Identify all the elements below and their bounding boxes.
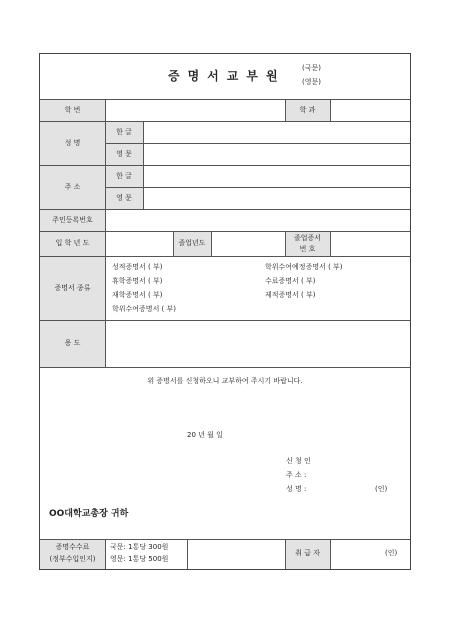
form-title: 증명서교부원 bbox=[168, 69, 286, 83]
label-department: 학 과 bbox=[299, 106, 316, 114]
lang-option-korean: (국문) bbox=[302, 64, 321, 72]
label-address-english: 영 문 bbox=[116, 194, 132, 202]
label-student-id: 학 번 bbox=[64, 106, 81, 114]
cert-option: 학위수여증명서 ( 부) bbox=[112, 305, 177, 313]
address-english-field[interactable] bbox=[144, 188, 410, 209]
cert-option: 제적증명서 ( 부) bbox=[265, 291, 316, 299]
handler-label: 취 급 자 bbox=[295, 549, 320, 557]
cert-option: 학위수여예정증명서 ( 부) bbox=[265, 263, 343, 271]
handler-seal: (인) bbox=[385, 549, 398, 557]
label-name-korean: 한 글 bbox=[116, 128, 132, 136]
grid-line bbox=[105, 539, 106, 569]
cert-option: 휴학증명서 ( 부) bbox=[112, 277, 163, 285]
graduation-year-field[interactable] bbox=[212, 232, 285, 256]
label-cert-no-line1: 졸업증서 bbox=[293, 234, 322, 242]
resident-no-field[interactable] bbox=[106, 210, 410, 231]
label-entry-year: 입 학 년 도 bbox=[55, 239, 90, 247]
label-name-english: 영 문 bbox=[116, 150, 132, 158]
applicant-label: 신 청 인 bbox=[286, 457, 311, 465]
purpose-field[interactable] bbox=[106, 321, 410, 367]
applicant-name: 성 명 : bbox=[286, 485, 307, 493]
grid-line bbox=[40, 256, 410, 257]
handler-field[interactable] bbox=[331, 540, 410, 569]
fee-label-line2: (정부수입인지) bbox=[49, 555, 96, 563]
label-purpose: 용 도 bbox=[64, 339, 81, 347]
applicant-seal: (인) bbox=[375, 485, 388, 493]
department-field[interactable] bbox=[331, 100, 410, 121]
grid-line bbox=[40, 367, 410, 368]
certificate-request-form bbox=[39, 53, 411, 570]
fee-english: 영문: 1통당 500원 bbox=[110, 555, 169, 563]
cert-no-field[interactable] bbox=[331, 232, 410, 256]
label-resident-no: 주민등록번호 bbox=[52, 216, 93, 224]
address-korean-field[interactable] bbox=[144, 166, 410, 187]
recipient: OO대학교총장 귀하 bbox=[49, 509, 129, 519]
label-cert-no-line2: 번 호 bbox=[299, 245, 316, 253]
label-cert-type: 증명서 종류 bbox=[54, 284, 91, 292]
label-graduation-year: 졸업년도 bbox=[178, 239, 206, 247]
cert-option: 재학증명서 ( 부) bbox=[112, 291, 163, 299]
request-sentence: 위 증명서를 신청하오니 교부하여 주시기 바랍니다. bbox=[147, 377, 303, 385]
label-address: 주 소 bbox=[64, 183, 81, 191]
lang-option-english: (영문) bbox=[302, 78, 321, 86]
entry-year-field[interactable] bbox=[106, 232, 173, 256]
fee-label-line1: 증명수수료 bbox=[55, 543, 90, 551]
date-line: 20 년 월 일 bbox=[187, 431, 223, 439]
grid-line bbox=[187, 539, 188, 569]
fee-korean: 국문: 1통당 300원 bbox=[110, 543, 169, 551]
applicant-address: 주 소 : bbox=[286, 471, 307, 479]
student-id-field[interactable] bbox=[106, 100, 284, 121]
label-address-korean: 한 글 bbox=[116, 172, 132, 180]
cert-option: 수료증명서 ( 부) bbox=[265, 277, 316, 285]
label-name: 성 명 bbox=[64, 139, 81, 147]
name-english-field[interactable] bbox=[144, 144, 410, 165]
name-korean-field[interactable] bbox=[144, 122, 410, 143]
cert-option: 성적증명서 ( 부) bbox=[112, 263, 163, 271]
